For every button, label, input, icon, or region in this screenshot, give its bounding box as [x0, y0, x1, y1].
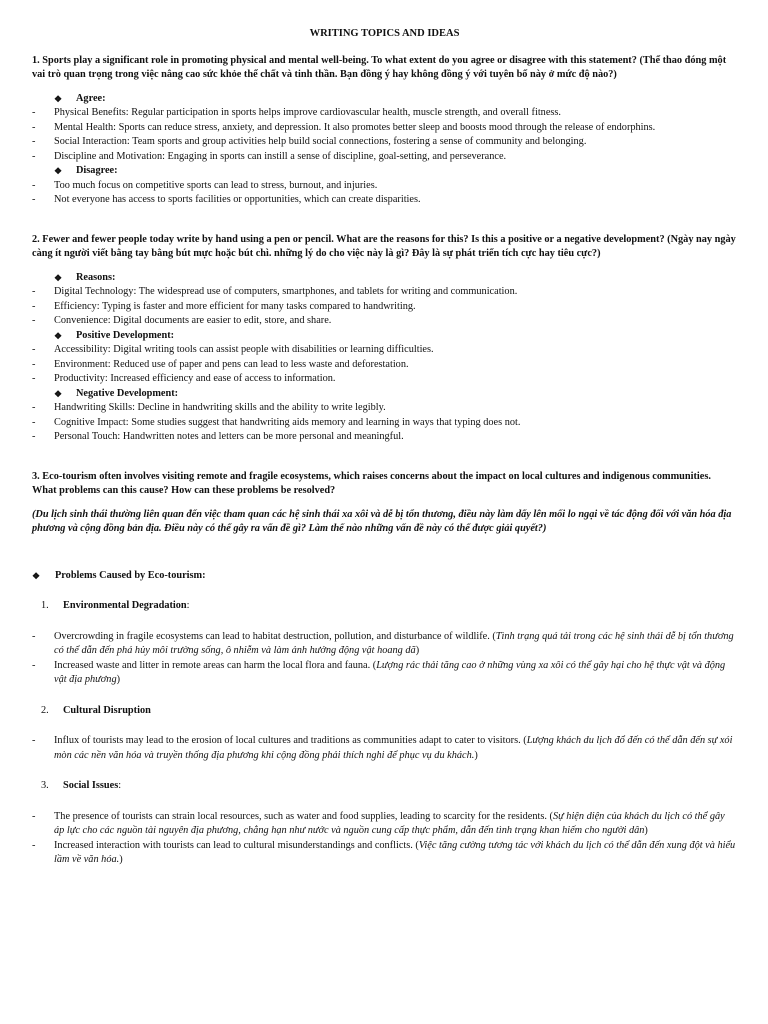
question-3-translation: (Du lịch sinh thái thường liên quan đến việc tham quan các hệ sinh thái xa xôi và dễ bị tổn thương, điều này làm dấy lên mối lo ngại về tác động đối với văn hóa địa phương và cộng đồng bản địa. Điều này có thể gây ra vấn đề gì? Làm thế nào những vấn đề này có thể được giải quyết?) — [32, 508, 732, 534]
question-2: 2. Fewer and fewer people today write by hand using a pen or pencil. What are the reasons for this? Is this a positive or a negative development? (Ngày nay ngày càng ít người viết bằng tay bằng bút mực hoặc bút chì. những lý do cho việc này là gì? Đây là sự phát triển tích cực hay tiêu cực?) — [32, 233, 736, 259]
list-item: - Accessibility: Digital writing tools can assist people with disabilities or learning difficulties. — [32, 343, 737, 358]
diamond-bullet-icon: ❖ — [54, 388, 63, 399]
list-item: - The presence of tourists can strain local resources, such as water and food supplies, leading to scarcity for the residents. (Sự hiện diện của khách du lịch có thể gây áp lực cho các nguồn tài nguyên địa phương, chẳng hạn như nước và nguồn cung cấp thực phẩm, dẫn đến tình trạng khan hiếm cho người dân) — [32, 810, 737, 839]
list-item: - Productivity: Increased efficiency and ease of access to information. — [32, 372, 737, 387]
list-item: - Mental Health: Sports can reduce stress, anxiety, and depression. It also promotes better sleep and boosts mood through the release of endorphins. — [32, 121, 737, 136]
list-item: - Physical Benefits: Regular participation in sports helps improve cardiovascular health, muscle strength, and overall fitness. — [32, 106, 737, 121]
disagree-heading: ❖ Disagree: — [32, 164, 737, 179]
disagree-list — [32, 179, 737, 208]
problems-heading: ❖ Problems Caused by Eco-tourism: — [32, 569, 737, 584]
diamond-bullet-icon: ❖ — [32, 570, 41, 581]
list-item: - Overcrowding in fragile ecosystems can lead to habitat destruction, pollution, and disturbance of wildlife. (Tình trạng quá tải trong các hệ sinh thái dễ bị tổn thương có thể dẫn đến phá hủy môi trường sống, ô nhiễm và làm ảnh hưởng động vật hoang dã) — [32, 630, 737, 659]
list-item: - Personal Touch: Handwritten notes and letters can be more personal and meaningful. — [32, 430, 737, 445]
list-item: - Environment: Reduced use of paper and pens can lead to less waste and deforestation. — [32, 358, 737, 373]
list-item: - Too much focus on competitive sports can lead to stress, burnout, and injuries. — [32, 179, 737, 194]
agree-heading: ❖ Agree: — [32, 92, 737, 107]
negative-list — [32, 401, 737, 445]
document-page — [32, 0, 737, 868]
reasons-heading: ❖ Reasons: — [32, 271, 737, 286]
list-item: - Cognitive Impact: Some studies suggest that handwriting aids memory and learning in ways that typing does not. — [32, 416, 737, 431]
list-item: - Handwriting Skills: Decline in handwriting skills and the ability to write legibly. — [32, 401, 737, 416]
diamond-bullet-icon: ❖ — [54, 93, 63, 104]
positive-heading: ❖ Positive Development: — [32, 329, 737, 344]
problem-list — [32, 630, 737, 688]
list-item: - Increased waste and litter in remote areas can harm the local flora and fauna. (Lượng rác thải tăng cao ở những vùng xa xôi có thể gây hại cho hệ thực vật và động vật địa phương) — [32, 659, 737, 688]
reasons-list — [32, 285, 737, 329]
problem-list — [32, 810, 737, 868]
numbered-heading: 3. Social Issues: — [41, 780, 122, 791]
positive-list — [32, 343, 737, 387]
list-item: - Discipline and Motivation: Engaging in sports can instill a sense of discipline, goal-setting, and perseverance. — [32, 150, 737, 165]
negative-heading: ❖ Negative Development: — [32, 387, 737, 402]
agree-list — [32, 106, 737, 164]
numbered-heading: 1. Environmental Degradation: — [41, 600, 190, 611]
document-title: WRITING TOPICS AND IDEAS — [309, 28, 460, 39]
list-item: - Increased interaction with tourists can lead to cultural misunderstandings and conflicts. (Việc tăng cường tương tác với khách du lịch có thể dẫn đến xung đột và hiểu lầm về văn hóa.) — [32, 839, 737, 868]
list-item: - Digital Technology: The widespread use of computers, smartphones, and tablets for writing and communication. — [32, 285, 737, 300]
question-3: 3. Eco-tourism often involves visiting remote and fragile ecosystems, which raises concerns about the impact on local cultures and indigenous communities. What problems can this cause? How can these problems be resolved? — [32, 470, 711, 496]
numbered-heading: 2. Cultural Disruption — [41, 704, 151, 716]
list-item: - Convenience: Digital documents are easier to edit, store, and share. — [32, 314, 737, 329]
diamond-bullet-icon: ❖ — [54, 272, 63, 283]
list-item: - Not everyone has access to sports facilities or opportunities, which can create disparities. — [32, 193, 737, 208]
list-item: - Efficiency: Typing is faster and more efficient for many tasks compared to handwriting. — [32, 300, 737, 315]
diamond-bullet-icon: ❖ — [54, 330, 63, 341]
list-item: - Social Interaction: Team sports and group activities help build social connections, fostering a sense of community and belonging. — [32, 135, 737, 150]
problem-list — [32, 734, 737, 763]
list-item: - Influx of tourists may lead to the erosion of local cultures and traditions as communities adapt to cater to visitors. (Lượng khách du lịch đổ đến có thể dẫn đến sự xói mòn các nền văn hóa và truyền thống địa phương khi cộng đồng phải thích nghi để phục vụ du khách.) — [32, 734, 737, 763]
question-1: 1. Sports play a significant role in promoting physical and mental well-being. To what extent do you agree or disagree with this statement? (Thể thao đóng một vai trò quan trọng trong việc nâng cao sức khỏe thể chất và tinh thần. Bạn đồng ý hay không đồng ý với tuyên bố này ở mức độ nào?) — [32, 54, 727, 80]
diamond-bullet-icon: ❖ — [54, 166, 63, 176]
